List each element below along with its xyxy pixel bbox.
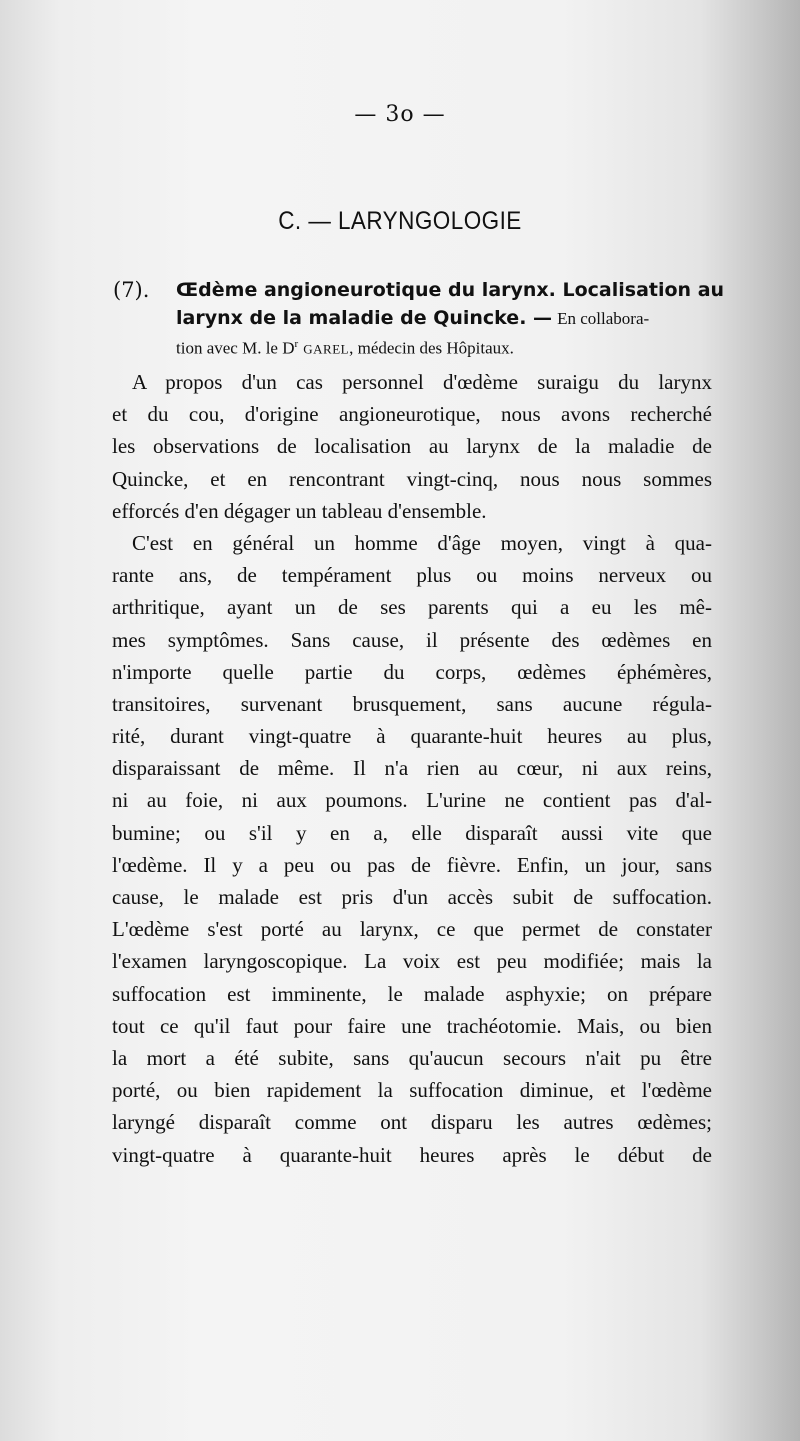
text-line: l'œdème. Il y a peu ou pas de fièvre. Enfin, un jour, sans bbox=[112, 852, 712, 877]
text-line: transitoires, survenant brusquement, sans aucune régula- bbox=[112, 691, 712, 716]
text-line: les observations de localisation au larynx de la maladie de bbox=[112, 434, 712, 459]
entry-number: (7). bbox=[113, 278, 150, 302]
text-line: la mort a été subite, sans qu'aucun secours n'ait pu être bbox=[112, 1045, 712, 1070]
bibliography-entry bbox=[113, 276, 725, 358]
text-line: l'examen laryngoscopique. La voix est peu modifiée; mais la bbox=[112, 949, 712, 974]
text-line: laryngé disparaît comme ont disparu les autres œdèmes; bbox=[112, 1110, 712, 1135]
entry-collaboration-note: En collabora- bbox=[557, 309, 650, 328]
text-line: disparaissant de même. Il n'a rien au cœur, ni aux reins, bbox=[112, 756, 712, 781]
text-line: rante ans, de tempérament plus ou moins nerveux ou bbox=[112, 563, 712, 588]
text-line: A propos d'un cas personnel d'œdème suraigu du larynx bbox=[132, 370, 712, 394]
entry-collaboration-note: , médecin des Hôpitaux. bbox=[349, 338, 514, 358]
superscript: r bbox=[294, 338, 299, 350]
body-text bbox=[112, 366, 712, 1171]
text-line: tout ce qu'il faut pour faire une trachéotomie. Mais, ou bien bbox=[112, 1013, 712, 1038]
entry-title-line bbox=[176, 304, 709, 332]
text-line: mes symptômes. Sans cause, il présente des œdèmes en bbox=[112, 627, 712, 652]
entry-note-line bbox=[176, 332, 709, 356]
text-line: bumine; ou s'il y en a, elle disparaît aussi vite que bbox=[112, 820, 712, 845]
text-line: porté, ou bien rapidement la suffocation diminue, et l'œdème bbox=[112, 1078, 712, 1103]
text-line: L'œdème s'est porté au larynx, ce que permet de constater bbox=[112, 917, 712, 942]
entry-title: larynx de la maladie de Quincke. — bbox=[176, 307, 553, 329]
text-line: arthritique, ayant un de ses parents qui a eu les mê- bbox=[112, 595, 712, 620]
entry-title: Œdème angioneurotique du larynx. Localisation au bbox=[176, 279, 725, 301]
section-heading: C. — LARYNGOLOGIE bbox=[278, 207, 522, 235]
text-line: C'est en général un homme d'âge moyen, vingt à qua- bbox=[132, 530, 712, 555]
text-line: rité, durant vingt-quatre à quarante-huit heures au plus, bbox=[112, 724, 712, 749]
text-line: efforcés d'en dégager un tableau d'ensemble. bbox=[112, 498, 487, 523]
text-line: n'importe quelle partie du corps, œdèmes éphémères, bbox=[112, 659, 712, 684]
text-line: ni au foie, ni aux poumons. L'urine ne contient pas d'al- bbox=[112, 788, 712, 813]
text-line: et du cou, d'origine angioneurotique, nous avons recherché bbox=[112, 402, 712, 427]
entry-collaboration-note: tion avec M. le D bbox=[176, 338, 295, 358]
text-line: vingt-quatre à quarante-huit heures après le début de bbox=[112, 1142, 712, 1167]
page-number: — 3o — bbox=[354, 102, 446, 127]
text-line: suffocation est imminente, le malade asphyxie; on prépare bbox=[112, 981, 712, 1006]
collaborator-name: GAREL bbox=[303, 341, 350, 357]
text-line: Quincke, et en rencontrant vingt-cinq, nous nous sommes bbox=[112, 466, 712, 491]
entry-title-line bbox=[176, 276, 725, 304]
text-line: cause, le malade est pris d'un accès subit de suffocation. bbox=[112, 885, 712, 909]
